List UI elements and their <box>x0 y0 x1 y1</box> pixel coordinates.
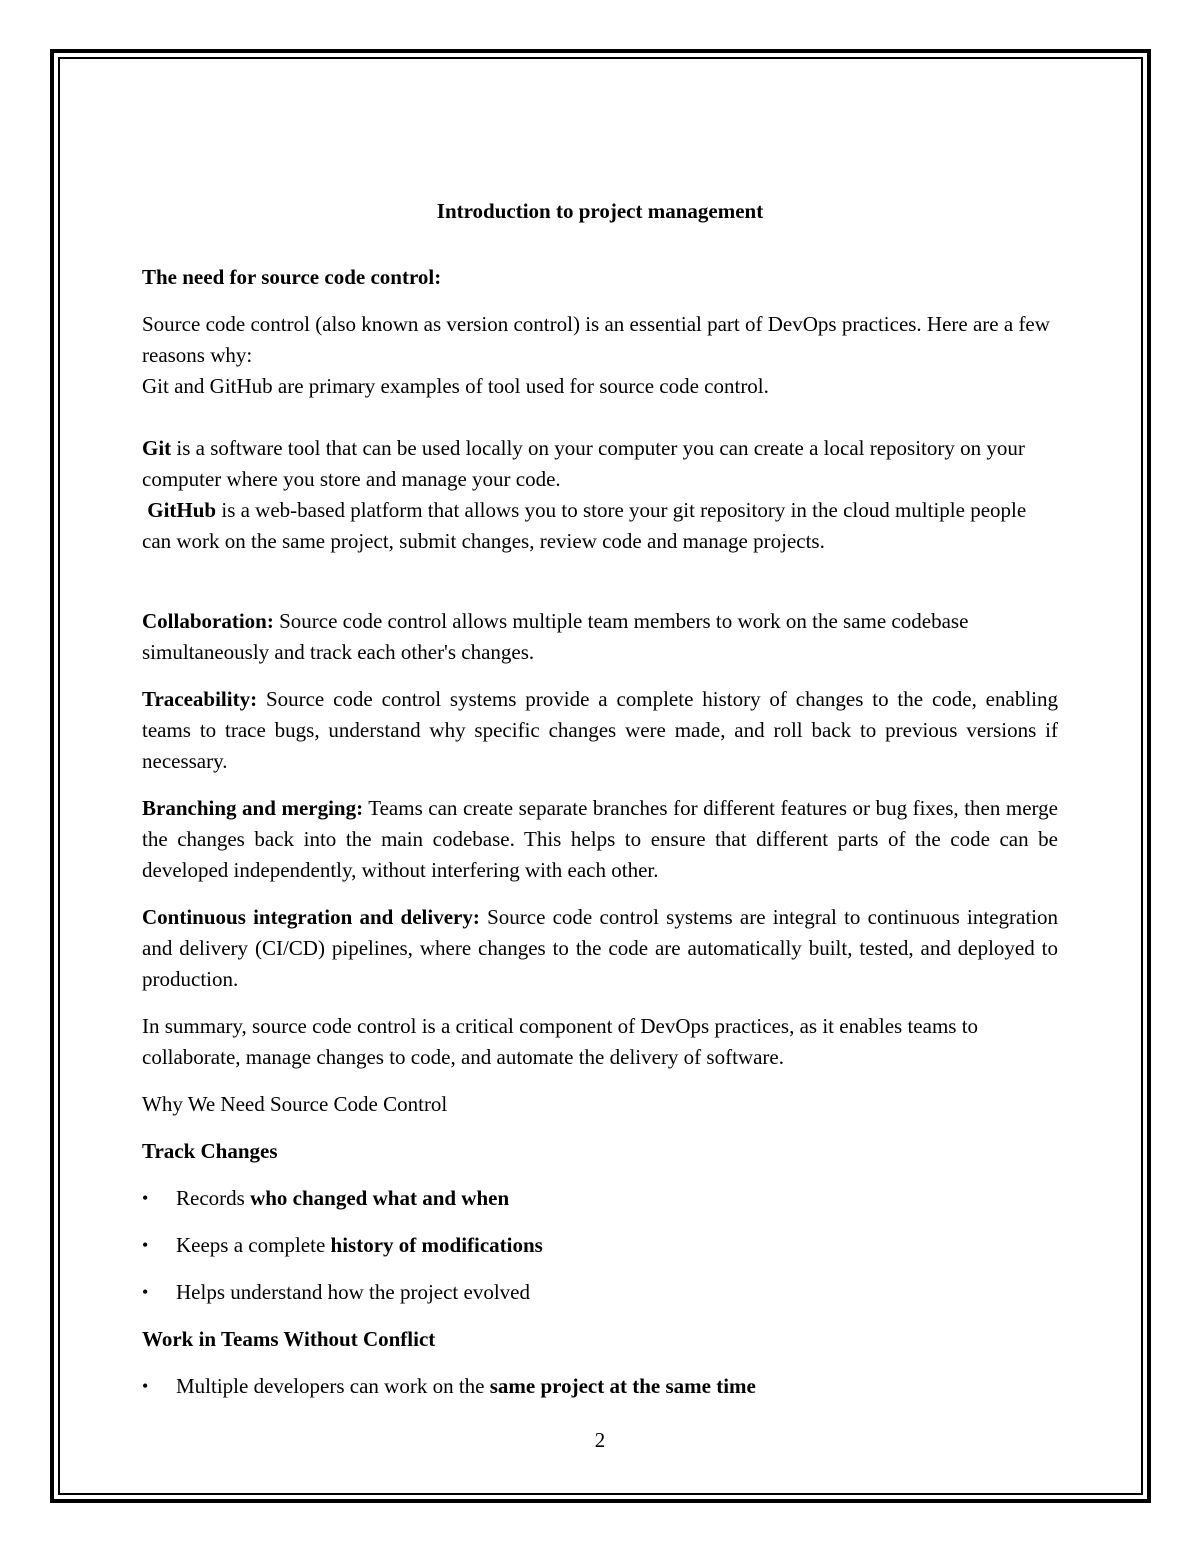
page-number: 2 <box>594 1428 606 1452</box>
spacer <box>142 588 1058 606</box>
item-emphasis: same project at the same time <box>489 1374 756 1398</box>
item-emphasis: history of modifications <box>330 1233 543 1257</box>
reason-ci-cd <box>142 902 1058 995</box>
git-paragraph <box>142 433 1058 495</box>
reason-text: Source code control systems provide a complete history of changes to the code, enabling teams to trace bugs, understand why specific changes were made, and roll back to previous versions if necessary. <box>142 687 1058 773</box>
bullet-icon: • <box>142 1235 149 1255</box>
list-item <box>142 1183 1058 1214</box>
reason-term: Traceability: <box>142 687 258 711</box>
reason-collaboration <box>142 606 1058 668</box>
reason-text: Source code control systems are integral to continuous integration and delivery (CI/CD) pipelines, where changes to the code are automatically built, tested, and deployed to production. <box>142 905 1059 991</box>
track-changes-heading: Track Changes <box>142 1139 278 1163</box>
reason-term: Collaboration: <box>142 609 274 633</box>
bullet-icon: • <box>142 1376 149 1396</box>
document-body <box>142 196 1058 1418</box>
bullet-icon: • <box>142 1282 149 1302</box>
reason-traceability <box>142 684 1058 777</box>
intro-line-2: Git and GitHub are primary examples of tool used for source code control. <box>142 374 769 398</box>
git-text: is a software tool that can be used locally on your computer you can create a local repository on your computer where you store and manage your code. <box>142 436 1025 491</box>
list-item <box>142 1371 1058 1402</box>
reason-text: Teams can create separate branches for different features or bug fixes, then merge the changes back into the main codebase. This helps to ensure that different parts of the code can be developed independently, without interfering with each other. <box>142 796 1058 882</box>
github-term: GitHub <box>147 498 217 522</box>
list-item <box>142 1230 1058 1261</box>
teams-heading: Work in Teams Without Conflict <box>142 1327 436 1351</box>
github-text: is a web-based platform that allows you to store your git repository in the cloud multiple people can work on the same project, submit changes, review code and manage projects. <box>142 498 1027 553</box>
list-item <box>142 1277 1058 1308</box>
item-text: Helps understand how the project evolved <box>176 1280 530 1304</box>
reason-branching <box>142 793 1058 886</box>
bullet-icon: • <box>142 1188 149 1208</box>
reason-text: Source code control allows multiple team members to work on the same codebase simultaneously and track each other's changes. <box>142 609 969 664</box>
item-text: Keeps a complete <box>176 1233 331 1257</box>
item-text: Records <box>176 1186 251 1210</box>
spacer <box>142 402 1058 433</box>
section-heading: The need for source code control: <box>142 265 442 289</box>
intro-line-1: Source code control (also known as version control) is an essential part of DevOps practices. Here are a few reasons why: <box>142 312 1050 367</box>
github-paragraph <box>142 495 1058 557</box>
summary-paragraph: In summary, source code control is a critical component of DevOps practices, as it enables teams to collaborate, manage changes to code, and automate the delivery of software. <box>142 1014 979 1069</box>
reason-term: Continuous integration and delivery: <box>142 905 480 929</box>
teams-list <box>142 1371 1058 1402</box>
intro-paragraph <box>142 309 1058 402</box>
git-term: Git <box>142 436 172 460</box>
why-heading: Why We Need Source Code Control <box>142 1092 448 1116</box>
spacer <box>142 557 1058 588</box>
reason-term: Branching and merging: <box>142 796 364 820</box>
item-emphasis: who changed what and when <box>250 1186 510 1210</box>
track-changes-list <box>142 1183 1058 1308</box>
item-text: Multiple developers can work on the <box>176 1374 490 1398</box>
document-title: Introduction to project management <box>436 199 764 223</box>
